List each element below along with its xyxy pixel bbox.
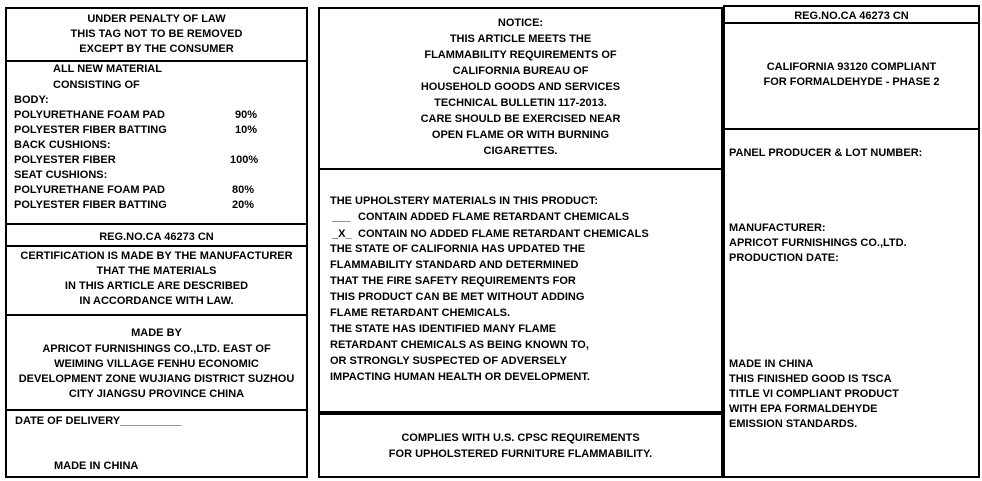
- body-item-pct: 90%: [235, 109, 258, 121]
- upholstery-title: THE UPHOLSTERY MATERIALS IN THIS PRODUCT:: [330, 195, 599, 207]
- certification-panel: [5, 247, 308, 316]
- body-item-name: POLYESTER FIBER BATTING: [14, 124, 167, 136]
- left-reg-number: REG.NO.CA 46273 CN: [99, 231, 214, 243]
- certification-line-2: THAT THE MATERIALS: [96, 265, 217, 277]
- producer-panel: [723, 130, 980, 478]
- body-item-pct: 10%: [235, 124, 258, 136]
- cpsc-panel: [318, 413, 723, 478]
- made-by-line-1: APRICOT FURNISHINGS CO.,LTD. EAST OF: [42, 343, 271, 355]
- date-of-delivery: DATE OF DELIVERY__________: [15, 415, 182, 427]
- certification-line-4: IN ACCORDANCE WITH LAW.: [79, 295, 234, 307]
- no-added-chemicals-checkbox: _X_: [332, 228, 352, 240]
- added-chemicals-checkbox: ___: [332, 211, 351, 223]
- production-date-label: PRODUCTION DATE:: [729, 252, 839, 264]
- seat-item-pct: 20%: [232, 199, 255, 211]
- right-reg-number: REG.NO.CA 46273 CN: [794, 10, 909, 22]
- statement-line: THIS PRODUCT CAN BE MET WITHOUT ADDING: [330, 291, 585, 303]
- penalty-line-1: UNDER PENALTY OF LAW: [87, 13, 226, 25]
- cpsc-line-2: FOR UPHOLSTERED FURNITURE FLAMMABILITY.: [388, 448, 653, 460]
- left-made-in-china: MADE IN CHINA: [54, 460, 139, 472]
- body-label: BODY:: [14, 94, 49, 106]
- material-title-1: ALL NEW MATERIAL: [53, 63, 162, 75]
- seat-item-name: POLYESTER FIBER BATTING: [14, 199, 167, 211]
- manufacturer-name: APRICOT FURNISHINGS CO.,LTD.: [729, 237, 907, 249]
- penalty-panel: [5, 7, 308, 62]
- penalty-line-3: EXCEPT BY THE CONSUMER: [79, 43, 234, 55]
- notice-line: THIS ARTICLE MEETS THE: [449, 33, 592, 45]
- notice-panel: [318, 7, 723, 170]
- seat-cushions-label: SEAT CUSHIONS:: [14, 169, 108, 181]
- notice-line: CARE SHOULD BE EXERCISED NEAR: [420, 113, 621, 125]
- tsca-line: WITH EPA FORMALDEHYDE: [729, 403, 878, 415]
- body-item-name: POLYURETHANE FOAM PAD: [14, 109, 165, 121]
- notice-line: HOUSEHOLD GOODS AND SERVICES: [420, 81, 621, 93]
- panel-producer-label: PANEL PRODUCER & LOT NUMBER:: [729, 147, 923, 159]
- certification-line-3: IN THIS ARTICLE ARE DESCRIBED: [64, 280, 249, 292]
- made-by-line-2: WEIMING VILLAGE FENHU ECONOMIC: [54, 358, 259, 370]
- notice-line: CIGARETTES.: [483, 145, 558, 157]
- tsca-line: EMISSION STANDARDS.: [729, 418, 858, 430]
- made-by-line-3: DEVELOPMENT ZONE WUJIANG DISTRICT SUZHOU: [18, 373, 295, 385]
- tsca-line: TITLE VI COMPLIANT PRODUCT: [729, 388, 899, 400]
- no-added-chemicals-option: CONTAIN NO ADDED FLAME RETARDANT CHEMICALS: [358, 228, 649, 240]
- made-by-line-4: CITY JIANGSU PROVINCE CHINA: [68, 388, 245, 400]
- back-item-pct: 100%: [230, 154, 259, 166]
- notice-line: OPEN FLAME OR WITH BURNING: [431, 129, 610, 141]
- statement-line: FLAME RETARDANT CHEMICALS.: [330, 307, 511, 319]
- upholstery-panel: [318, 170, 723, 413]
- added-chemicals-option: CONTAIN ADDED FLAME RETARDANT CHEMICALS: [358, 211, 630, 223]
- certification-line-1: CERTIFICATION IS MADE BY THE MANUFACTURER: [20, 250, 293, 262]
- material-title-2: CONSISTING OF: [53, 79, 140, 91]
- notice-line: TECHNICAL BULLETIN 117-2013.: [434, 97, 607, 109]
- statement-line: FLAMMABILITY STANDARD AND DETERMINED: [330, 259, 579, 271]
- statement-line: THAT THE FIRE SAFETY REQUIREMENTS FOR: [330, 275, 576, 287]
- notice-line: CALIFORNIA BUREAU OF: [452, 65, 589, 77]
- right-reg-panel: [723, 5, 980, 24]
- penalty-line-2: THIS TAG NOT TO BE REMOVED: [70, 28, 243, 40]
- back-item-name: POLYESTER FIBER: [14, 154, 116, 166]
- manufacturer-label: MANUFACTURER:: [729, 222, 826, 234]
- tsca-line: THIS FINISHED GOOD IS TSCA: [729, 373, 892, 385]
- seat-item-pct: 80%: [232, 184, 255, 196]
- back-cushions-label: BACK CUSHIONS:: [14, 139, 111, 151]
- notice-line: FLAMMABILITY REQUIREMENTS OF: [424, 49, 617, 61]
- material-panel: [5, 62, 308, 223]
- right-made-in-china: MADE IN CHINA: [729, 358, 814, 370]
- delivery-panel: [5, 411, 308, 478]
- seat-item-name: POLYURETHANE FOAM PAD: [14, 184, 165, 196]
- left-reg-panel: [5, 223, 308, 247]
- statement-line: THE STATE OF CALIFORNIA HAS UPDATED THE: [330, 243, 586, 255]
- compliance-line-2: FOR FORMALDEHYDE - PHASE 2: [763, 76, 940, 88]
- notice-title: NOTICE:: [497, 17, 544, 29]
- compliance-panel: [723, 24, 980, 130]
- made-by-label: MADE BY: [131, 327, 182, 339]
- made-by-panel: [5, 316, 308, 411]
- statement-line: OR STRONGLY SUSPECTED OF ADVERSELY: [330, 355, 567, 367]
- statement-line: THE STATE HAS IDENTIFIED MANY FLAME: [330, 323, 557, 335]
- statement-line: RETARDANT CHEMICALS AS BEING KNOWN TO,: [330, 339, 589, 351]
- compliance-line-1: CALIFORNIA 93120 COMPLIANT: [766, 61, 937, 73]
- cpsc-line-1: COMPLIES WITH U.S. CPSC REQUIREMENTS: [401, 432, 640, 444]
- statement-line: IMPACTING HUMAN HEALTH OR DEVELOPMENT.: [330, 371, 590, 383]
